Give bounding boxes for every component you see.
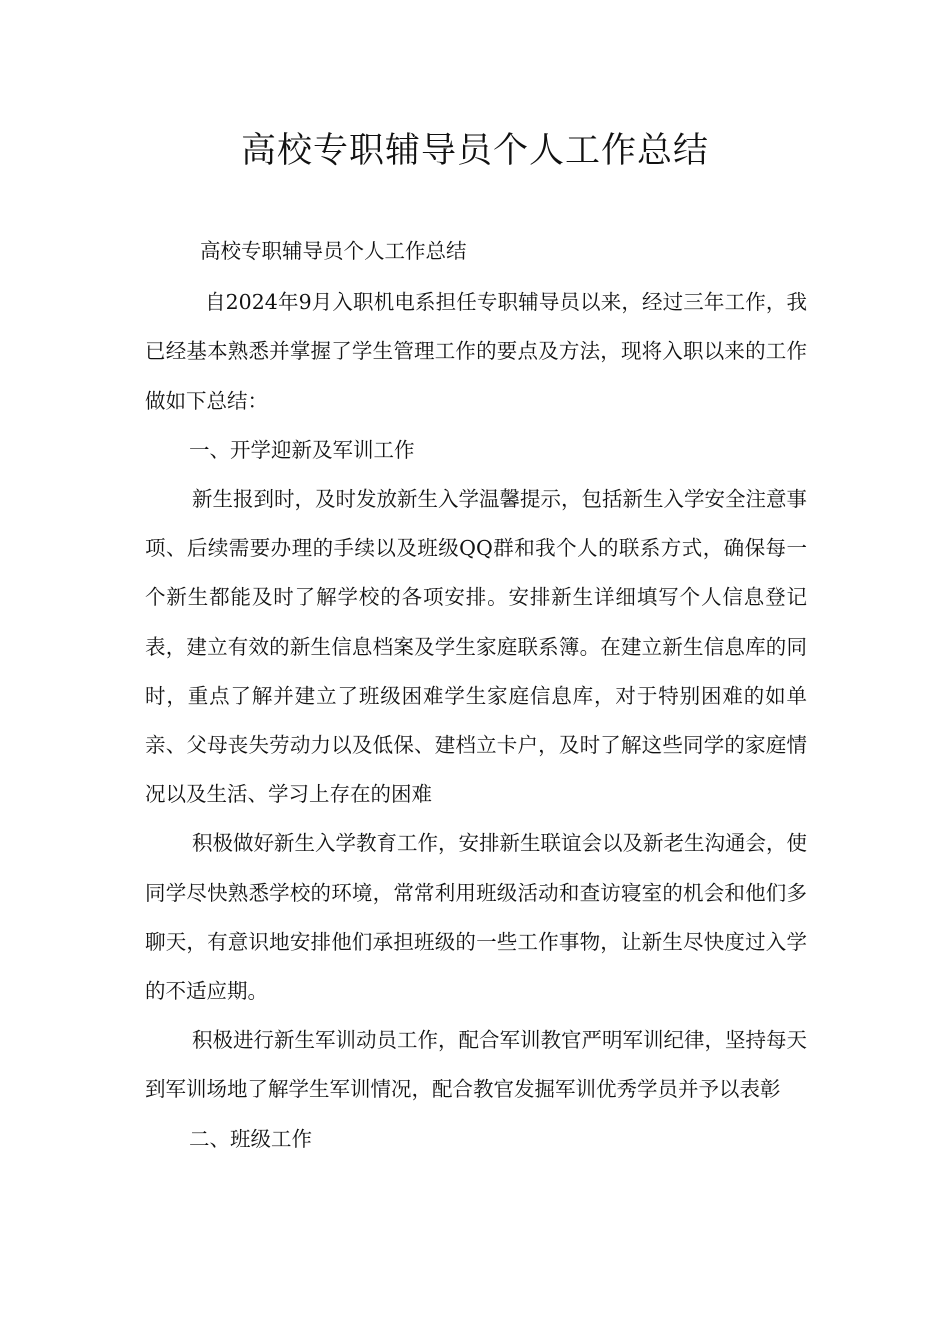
section-heading-1: 一、开学迎新及军训工作 [189,437,415,462]
document-subtitle: 高校专职辅导员个人工作总结 [200,239,467,263]
body-paragraph-2: 积极做好新生入学教育工作，安排新生联谊会以及新老生沟通会，使同学尽快熟悉学校的环境，常常利用班级活动和查访寝室的机会和他们多聊天，有意识地安排他们承担班级的一些工作事物，让新生尽快度过入学的不适应期。 [145,831,807,1004]
document-body [145,227,807,1164]
document-title: 高校专职辅导员个人工作总结 [240,131,709,171]
body-paragraph-1: 新生报到时，及时发放新生入学温馨提示，包括新生入学安全注意事项、后续需要办理的手续以及班级QQ群和我个人的联系方式，确保每一个新生都能及时了解学校的各项安排。安排新生详细填写个人信息登记表，建立有效的新生信息档案及学生家庭联系簿。在建立新生信息库的同时，重点了解并建立了班级困难学生家庭信息库，对于特别困难的如单亲、父母丧失劳动力以及低保、建档立卡户，及时了解这些同学的家庭情况以及生活、学习上存在的困难 [145,487,807,807]
intro-paragraph: 自2024年9月入职机电系担任专职辅导员以来，经过三年工作，我已经基本熟悉并掌握了学生管理工作的要点及方法，现将入职以来的工作做如下总结： [145,290,807,413]
body-paragraph-3: 积极进行新生军训动员工作，配合军训教官严明军训纪律，坚持每天到军训场地了解学生军训情况，配合教官发掘军训优秀学员并予以表彰 [145,1028,807,1102]
section-heading-2: 二、班级工作 [189,1126,312,1151]
